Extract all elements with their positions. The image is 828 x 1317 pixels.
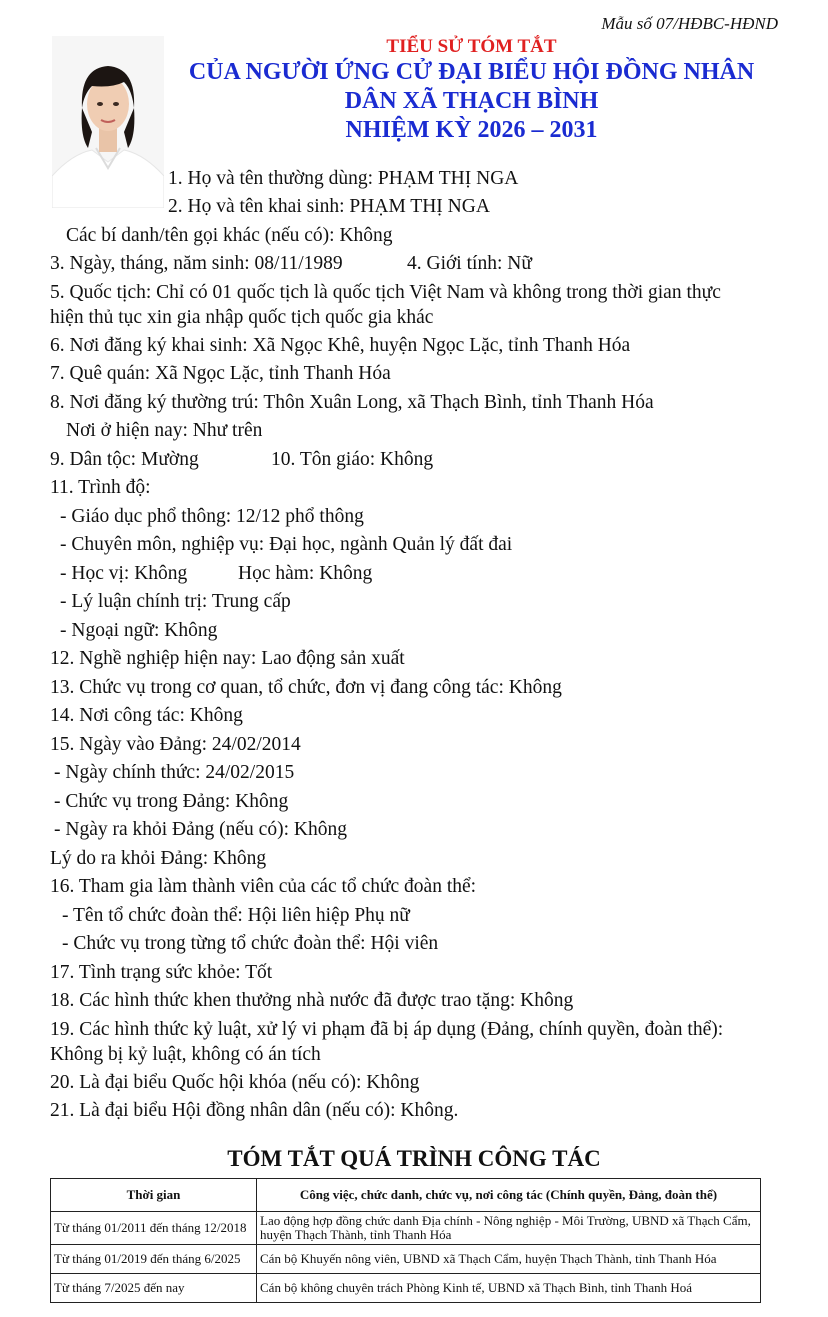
- field-gender: 4. Giới tính: Nữ: [407, 253, 532, 274]
- field-occupation: 12. Nghề nghiệp hiện nay: Lao động sản xuất: [50, 648, 405, 669]
- cell-job: Cán bộ không chuyên trách Phòng Kinh tế, UBND xã Thạch Bình, tỉnh Thanh Hoá: [257, 1274, 761, 1303]
- field-party-official-date: - Ngày chính thức: 24/02/2015: [54, 762, 295, 783]
- work-history-title: TÓM TẮT QUÁ TRÌNH CÔNG TÁC: [227, 1146, 601, 1171]
- field-education: 11. Trình độ:: [50, 477, 151, 498]
- title-line-3: NHIỆM KỲ 2026 – 2031: [345, 117, 598, 143]
- table-row: [51, 1274, 761, 1303]
- field-nationality-cont: hiện thủ tục xin gia nhập quốc tịch quốc gia khác: [50, 307, 434, 328]
- cell-time: Từ tháng 01/2019 đến tháng 6/2025: [51, 1245, 257, 1274]
- field-birth-registration: 6. Nơi đăng ký khai sinh: Xã Ngọc Khê, huyện Ngọc Lặc, tỉnh Thanh Hóa: [50, 335, 631, 356]
- field-discipline: 19. Các hình thức kỷ luật, xử lý vi phạm đã bị áp dụng (Đảng, chính quyền, đoàn thể):: [50, 1019, 724, 1040]
- field-foreign-language: - Ngoại ngữ: Không: [60, 620, 218, 641]
- candidate-photo: [52, 36, 164, 208]
- cell-job: Cán bộ Khuyến nông viên, UBND xã Thạch Cẩm, huyện Thạch Thành, tỉnh Thanh Hóa: [257, 1245, 761, 1274]
- field-hometown: 7. Quê quán: Xã Ngọc Lặc, tỉnh Thanh Hóa: [50, 363, 391, 384]
- title-line-1: CỦA NGƯỜI ỨNG CỬ ĐẠI BIỂU HỘI ĐỒNG NHÂN: [188, 59, 755, 85]
- table-header-row: [51, 1179, 761, 1212]
- field-nationality: 5. Quốc tịch: Chỉ có 01 quốc tịch là quốc tịch Việt Nam và không trong thời gian thực: [50, 282, 721, 303]
- field-peoples-council: 21. Là đại biểu Hội đồng nhân dân (nếu có): Không.: [50, 1100, 459, 1121]
- field-academic-title: Học hàm: Không: [238, 563, 373, 584]
- portrait-image: [52, 36, 164, 208]
- field-permanent-residence: 8. Nơi đăng ký thường trú: Thôn Xuân Long, xã Thạch Bình, tỉnh Thanh Hóa: [50, 392, 654, 413]
- field-ethnicity: 9. Dân tộc: Mường: [50, 449, 199, 470]
- column-header-job: Công việc, chức danh, chức vụ, nơi công tác (Chính quyền, Đảng, đoàn thể): [257, 1179, 761, 1212]
- field-birth-name: 2. Họ và tên khai sinh: PHẠM THỊ NGA: [168, 196, 490, 217]
- title-small: TIỂU SỬ TÓM TẮT: [386, 36, 557, 57]
- cell-time: Từ tháng 7/2025 đến nay: [51, 1274, 257, 1303]
- cell-time: Từ tháng 01/2011 đến tháng 12/2018: [51, 1212, 257, 1245]
- field-organization-name: - Tên tổ chức đoàn thể: Hội liên hiệp Phụ nữ: [62, 905, 410, 926]
- work-history-table: [50, 1178, 761, 1303]
- document-title: [160, 36, 783, 145]
- field-general-education: - Giáo dục phổ thông: 12/12 phổ thông: [60, 506, 364, 527]
- field-political-theory: - Lý luận chính trị: Trung cấp: [60, 591, 291, 612]
- field-party-leave-date: - Ngày ra khỏi Đảng (nếu có): Không: [54, 819, 347, 840]
- table-row: [51, 1245, 761, 1274]
- field-organizations: 16. Tham gia làm thành viên của các tổ chức đoàn thể:: [50, 876, 477, 897]
- field-awards: 18. Các hình thức khen thưởng nhà nước đã được trao tặng: Không: [50, 990, 574, 1011]
- field-specialization: - Chuyên môn, nghiệp vụ: Đại học, ngành Quản lý đất đai: [60, 534, 513, 555]
- field-organization-role: - Chức vụ trong từng tổ chức đoàn thể: Hội viên: [62, 933, 439, 954]
- cell-job: Lao động hợp đồng chức danh Địa chính - Nông nghiệp - Môi Trường, UBND xã Thạch Cẩm, huyện Thạch Thành, tỉnh Thanh Hóa: [257, 1212, 761, 1245]
- field-workplace: 14. Nơi công tác: Không: [50, 705, 243, 726]
- field-common-name: 1. Họ và tên thường dùng: PHẠM THỊ NGA: [168, 168, 519, 189]
- column-header-time: Thời gian: [51, 1179, 257, 1212]
- field-national-assembly: 20. Là đại biểu Quốc hội khóa (nếu có): Không: [50, 1072, 420, 1093]
- field-date-of-birth: 3. Ngày, tháng, năm sinh: 08/11/1989: [50, 253, 343, 274]
- field-party-join-date: 15. Ngày vào Đảng: 24/02/2014: [50, 734, 301, 755]
- field-aliases: Các bí danh/tên gọi khác (nếu có): Không: [66, 225, 393, 246]
- field-current-residence: Nơi ở hiện nay: Như trên: [66, 420, 263, 441]
- title-line-2: DÂN XÃ THẠCH BÌNH: [344, 88, 599, 114]
- table-row: [51, 1212, 761, 1245]
- form-number: Mẫu số 07/HĐBC-HĐND: [601, 14, 778, 33]
- field-position: 13. Chức vụ trong cơ quan, tổ chức, đơn vị đang công tác: Không: [50, 677, 562, 698]
- field-degree: - Học vị: Không: [60, 563, 188, 584]
- field-health: 17. Tình trạng sức khỏe: Tốt: [50, 962, 273, 983]
- field-religion: 10. Tôn giáo: Không: [271, 449, 434, 470]
- field-party-leave-reason: Lý do ra khỏi Đảng: Không: [50, 848, 267, 869]
- field-party-position: - Chức vụ trong Đảng: Không: [54, 791, 289, 812]
- field-discipline-cont: Không bị kỷ luật, không có án tích: [50, 1044, 321, 1065]
